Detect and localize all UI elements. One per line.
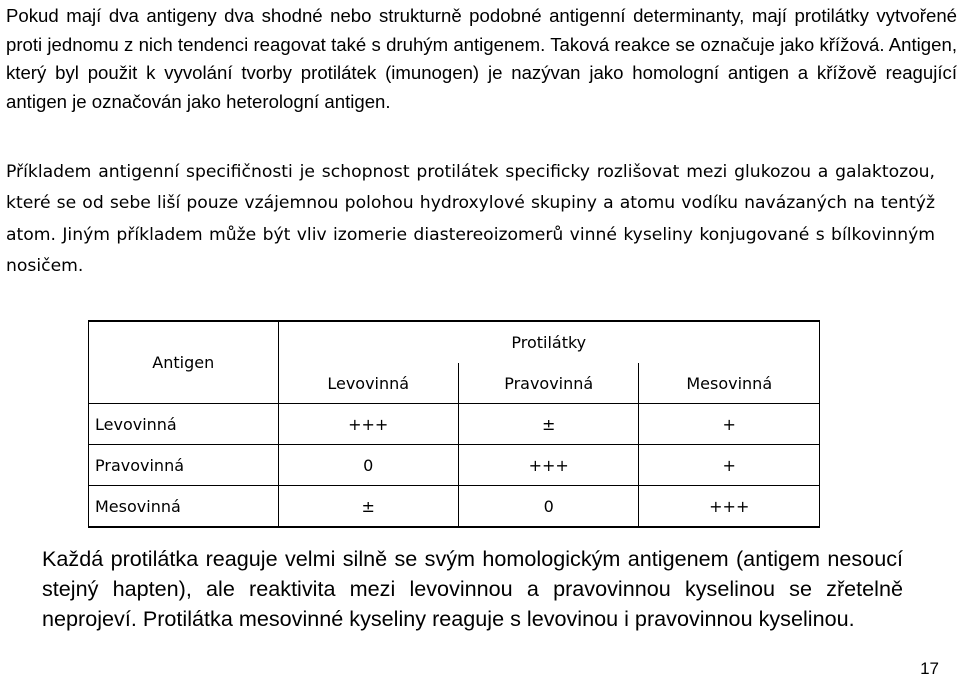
table-cell: ± (278, 486, 458, 528)
example-paragraph: Příkladem antigenní specifičnosti je schopnost protilátek specificky rozlišovat mezi glukozou a galaktozou, které se od sebe liší pouze vzájemnou polohou hydroxylové skupiny a atomu vodíku navázaných na tentýž atom. Jiným příkladem může být vliv izomerie diastereoizomerů vinné kyseliny konjugované s bílkovinným nosičem. (6, 162, 935, 277)
table-row (89, 404, 820, 445)
column-header-mesovinna: Mesovinná (639, 363, 820, 404)
table-row (89, 486, 820, 528)
table-cell: 0 (278, 445, 458, 486)
table-header-row (89, 321, 820, 363)
table-cell: + (639, 445, 820, 486)
column-header-levovinna: Levovinná (278, 363, 458, 404)
table-cell: + (639, 404, 820, 445)
conclusion-paragraph: Každá protilátka reaguje velmi silně se svým homologickým antigenem (antigem nesoucí stejný hapten), ale reaktivita mezi levovinnou a pravovinnou kyselinou se zřetelně neprojeví. Protilátka mesovinné kyseliny reaguje s levovinou i pravovinnou kyselinou. (42, 546, 903, 631)
table-cell: +++ (278, 404, 458, 445)
table-cell: +++ (458, 445, 639, 486)
row-label: Levovinná (89, 404, 279, 445)
table-cell: ± (458, 404, 639, 445)
row-label: Mesovinná (89, 486, 279, 528)
table-cell: 0 (458, 486, 639, 528)
antibodies-group-header: Protilátky (278, 321, 820, 363)
page-number: 17 (920, 659, 939, 678)
table-row (89, 445, 820, 486)
row-label: Pravovinná (89, 445, 279, 486)
antigen-column-header: Antigen (89, 321, 279, 404)
specificity-table (88, 320, 820, 528)
column-header-pravovinna: Pravovinná (458, 363, 639, 404)
table-cell: +++ (639, 486, 820, 528)
intro-paragraph: Pokud mají dva antigeny dva shodné nebo strukturně podobné antigenní determinanty, mají protilátky vytvořené proti jednomu z nich tendenci reagovat také s druhým antigenem. Taková reakce se označuje jako křížová. Antigen, který byl použit k vyvolání tvorby protilátek (imunogen) je nazývan jako homologní antigen a křížově reagující antigen je označován jako heterologní antigen. (6, 5, 957, 112)
